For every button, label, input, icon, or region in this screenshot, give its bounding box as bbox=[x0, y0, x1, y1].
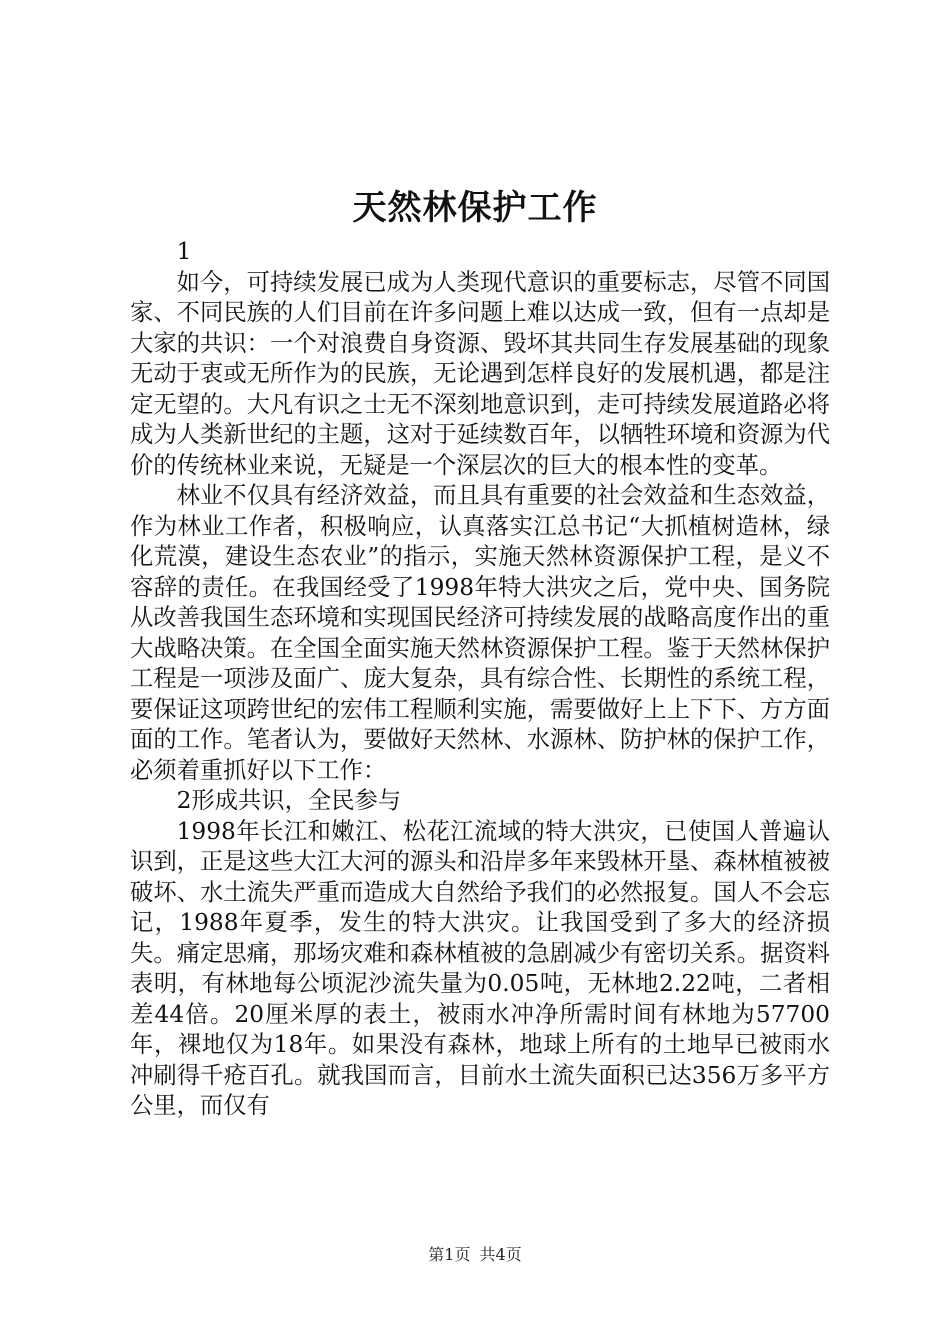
document-title: 天然林保护工作 bbox=[352, 188, 598, 228]
page-number: 第1页 bbox=[428, 1245, 471, 1264]
paragraph-intro: 如今，可持续发展已成为人类现代意识的重要标志，尽管不同国家、不同民族的人们目前在许多问题上难以达成一致，但有一点却是大家的共识：一个对浪费自身资源、毁坏其共同生存发展基础的现象无动于衷或无所作为的民族，无论遇到怎样良好的发展机遇，都是注定无望的。大凡有识之士无不深刻地意识到，走可持续发展道路必将成为人类新世纪的主题，这对于延续数百年，以牺牲环境和资源为代价的传统林业来说，无疑是一个深层次的巨大的根本性的变革。 bbox=[130, 268, 830, 479]
document-body bbox=[130, 237, 830, 1122]
paragraph-flood: 1998年长江和嫩江、松花江流域的特大洪灾，已使国人普遍认识到，正是这些大江大河的源头和沿岸多年来毁林开垦、森林植被被破坏、水土流失严重而造成大自然给予我们的必然报复。国人不会忘记，1988年夏季，发生的特大洪灾。让我国受到了多大的经济损失。痛定思痛，那场灾难和森林植被的急剧减少有密切关系。据资料表明，有林地每公顷泥沙流失量为0.05吨，无林地2.22吨，二者相差44倍。20厘米厚的表土，被雨水冲净所需时间有林地为57700年，裸地仅为18年。如果没有森林，地球上所有的土地早已被雨水冲刷得千疮百孔。就我国而言，目前水土流失面积已达356万多平方公里，而仅有 bbox=[130, 817, 830, 1119]
page-total: 共4页 bbox=[479, 1245, 522, 1264]
page-footer bbox=[0, 1244, 950, 1266]
paragraph-forestry: 林业不仅具有经济效益，而且具有重要的社会效益和生态效益，作为林业工作者，积极响应，认真落实江总书记“大抓植树造林，绿化荒漠，建设生态农业”的指示，实施天然林资源保护工程，是义不容辞的责任。在我国经受了1998年特大洪灾之后，党中央、国务院从改善我国生态环境和实现国民经济可持续发展的战略高度作出的重大战略决策。在全国全面实施天然林资源保护工程。鉴于天然林保护工程是一项涉及面广、庞大复杂，具有综合性、长期性的系统工程，要保证这项跨世纪的宏伟工程顺利实施，需要做好上上下下、方方面面的工作。笔者认为，要做好天然林、水源林、防护林的保护工作，必须着重抓好以下工作： bbox=[130, 482, 830, 784]
section-heading-consensus: 2形成共识，全民参与 bbox=[176, 787, 402, 814]
section-number: 1 bbox=[176, 238, 192, 265]
